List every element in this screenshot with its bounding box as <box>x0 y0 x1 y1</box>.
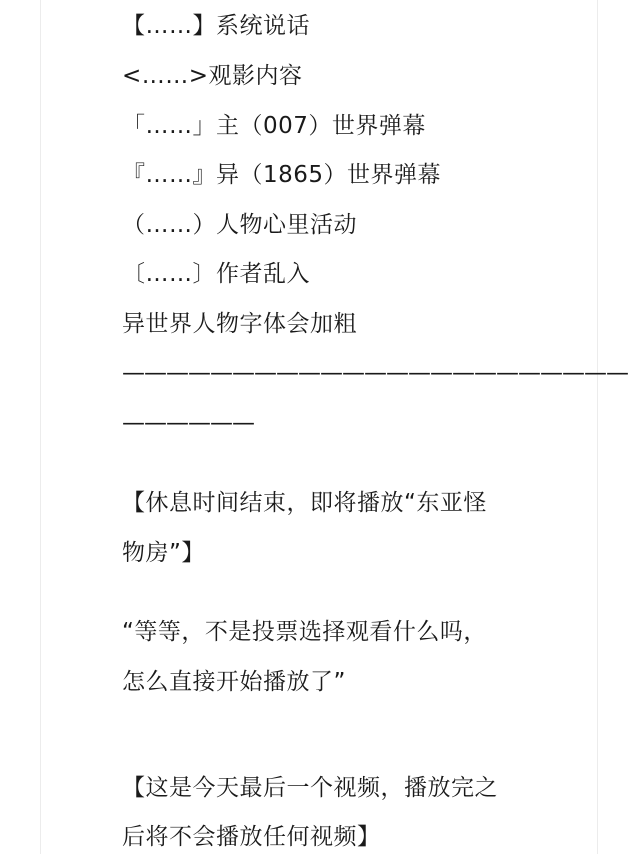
page-right-edge <box>597 0 598 854</box>
legend-main-world-comments: 「……」主（007）世界弹幕 <box>122 113 426 139</box>
legend-author-interjection: 〔……〕作者乱入 <box>122 261 310 287</box>
legend-system-speech: 【……】系统说话 <box>122 13 310 39</box>
section-divider-line-1: ——————————————————————— <box>122 360 628 386</box>
system-announcement-line-1: 【休息时间结束，即将播放“东亚怪 <box>122 490 487 516</box>
legend-bold-font-note: 异世界人物字体会加粗 <box>122 311 357 337</box>
section-divider-line-2: —————— <box>122 410 254 436</box>
page-left-edge <box>40 0 41 854</box>
legend-viewing-content: <……>观影内容 <box>122 63 303 89</box>
legend-inner-thoughts: （……）人物心里活动 <box>122 212 357 238</box>
system-announcement-line-2: 物房”】 <box>122 540 205 566</box>
legend-other-world-comments: 『……』异（1865）世界弹幕 <box>122 162 442 188</box>
dialogue-line-2: 怎么直接开始播放了” <box>122 669 346 695</box>
system-reply-line-2: 后将不会播放任何视频】 <box>122 824 381 850</box>
system-reply-line-1: 【这是今天最后一个视频，播放完之 <box>122 775 498 801</box>
dialogue-line-1: “等等，不是投票选择观看什么吗， <box>122 619 487 645</box>
